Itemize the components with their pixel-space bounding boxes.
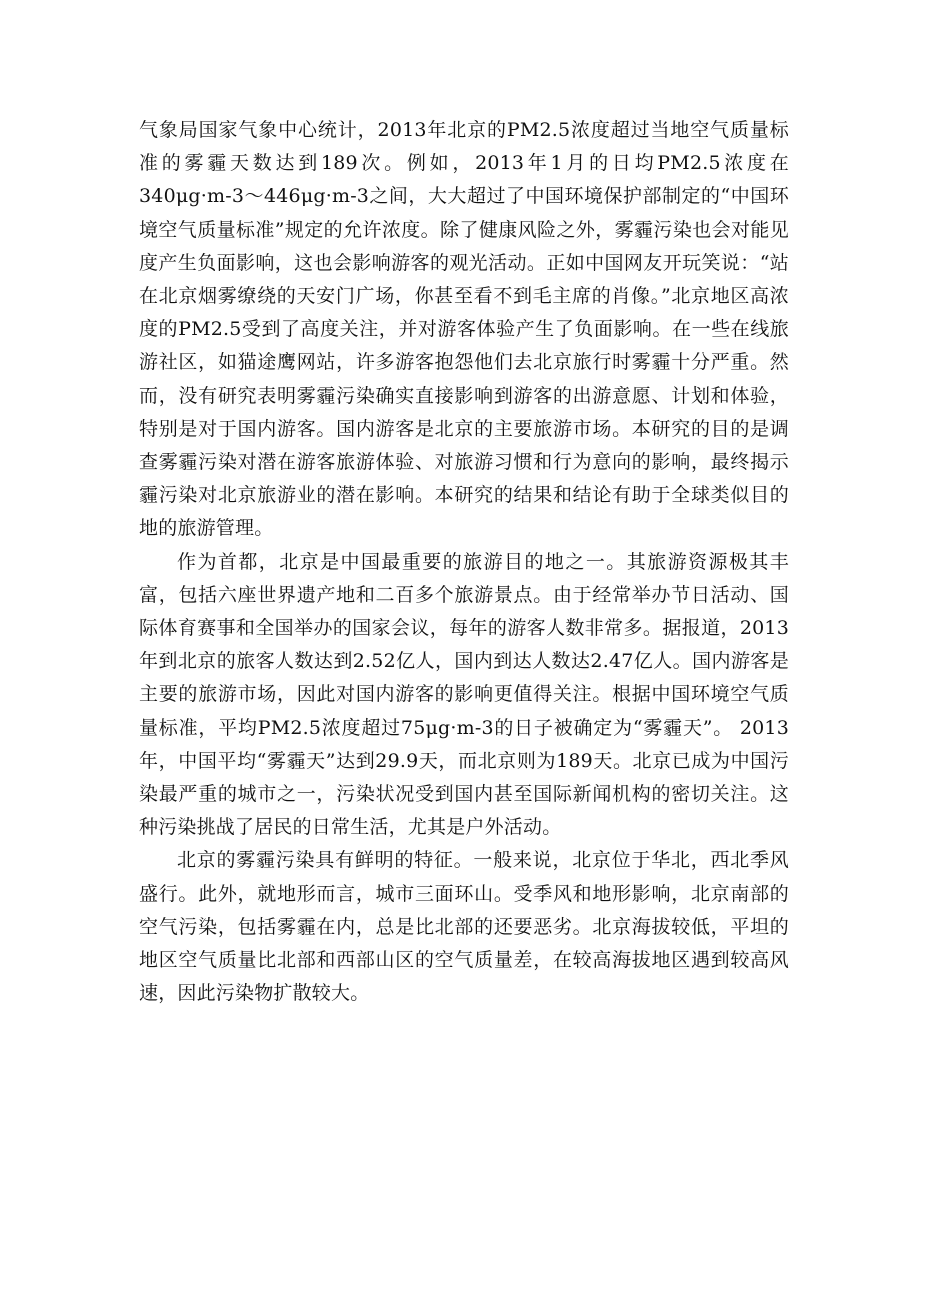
document-body — [139, 114, 789, 1010]
paragraph-2: 作为首都，北京是中国最重要的旅游目的地之一。其旅游资源极其丰富，包括六座世界遗产地和二百多个旅游景点。由于经常举办节日活动、国际体育赛事和全国举办的国家会议，每年的游客人数非常多。据报道，2013年到北京的旅客人数达到2.52亿人，国内到达人数达2.47亿人。国内游客是主要的旅游市场，因此对国内游客的影响更值得关注。根据中国环境空气质量标准，平均PM2.5浓度超过75μg·m-3的日子被确定为“雾霾天”。 2013年，中国平均“雾霾天”达到29.9天，而北京则为189天。北京已成为中国污染最严重的城市之一，污染状况受到国内甚至国际新闻机构的密切关注。这种污染挑战了居民的日常生活，尤其是户外活动。 — [139, 550, 789, 839]
paragraph-1: 气象局国家气象中心统计，2013年北京的PM2.5浓度超过当地空气质量标准的雾霾天数达到189次。例如，2013年1月的日均PM2.5浓度在340μg·m-3～446μg·m-3之间，大大超过了中国环境保护部制定的“中国环境空气质量标准”规定的允许浓度。除了健康风险之外，雾霾污染也会对能见度产生负面影响，这也会影响游客的观光活动。正如中国网友开玩笑说：“站在北京烟雾缭绕的天安门广场，你甚至看不到毛主席的肖像。”北京地区高浓度的PM2.5受到了高度关注，并对游客体验产生了负面影响。在一些在线旅游社区，如猫途鹰网站，许多游客抱怨他们去北京旅行时雾霾十分严重。然而，没有研究表明雾霾污染确实直接影响到游客的出游意愿、计划和体验，特别是对于国内游客。国内游客是北京的主要旅游市场。本研究的目的是调查雾霾污染对潜在游客旅游体验、对旅游习惯和行为意向的影响，最终揭示霾污染对北京旅游业的潜在影响。本研究的结果和结论有助于全球类似目的地的旅游管理。 — [139, 119, 789, 540]
paragraph-3: 北京的雾霾污染具有鲜明的特征。一般来说，北京位于华北，西北季风盛行。此外，就地形而言，城市三面环山。受季风和地形影响，北京南部的空气污染，包括雾霾在内，总是比北部的还要恶劣。北京海拔较低，平坦的地区空气质量比北部和西部山区的空气质量差，在较高海拔地区遇到较高风速，因此污染物扩散较大。 — [139, 849, 789, 1005]
